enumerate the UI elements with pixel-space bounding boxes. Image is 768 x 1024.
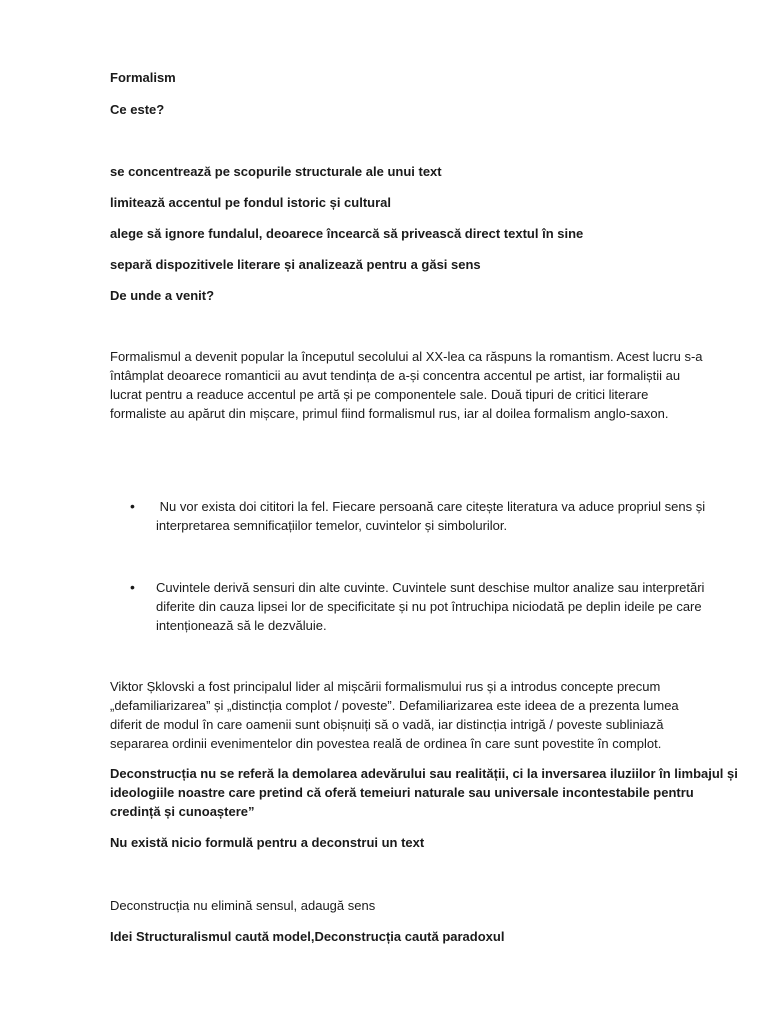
origin-line: întâmplat deoarece romanticii au avut tendința de a-și concentra accentul pe artist, iar formaliștii au <box>110 368 681 383</box>
bullet-line: interpretarea semnificațiilor temelor, cuvintelor și simbolurilor. <box>156 518 508 533</box>
section-heading-what: Ce este? <box>110 102 165 117</box>
decon-line: credință și cunoaștere” <box>110 804 255 819</box>
deconstruction-quote <box>110 764 738 821</box>
point-ignore-background: alege să ignore fundalul, deoarece încearcă să privească direct textul în sine <box>110 226 584 241</box>
decon-line: ideologiile noastre care pretind că oferă temeiuri naturale sau universale incontestabile pentru <box>110 785 694 800</box>
bullet-line: Nu vor exista doi cititori la fel. Fiecare persoană care citește literatura va aduce propriul sens și <box>156 499 706 514</box>
origin-line: lucrat pentru a readuce accentul pe artă și pe componentele sale. Două tipuri de critici literare <box>110 387 649 402</box>
document-title: Formalism <box>110 70 176 85</box>
viktor-line: Viktor Șklovski a fost principalul lider al mișcării formalismului rus și a introdus concepte precum <box>110 679 661 694</box>
structuralism-line: Idei Structuralismul caută model,Deconstrucția caută paradoxul <box>110 929 505 944</box>
bullet-icon: • <box>130 498 135 514</box>
point-historical: limitează accentul pe fondul istoric și cultural <box>110 195 392 210</box>
no-formula-line: Nu există nicio formulă pentru a deconstrui un text <box>110 835 425 850</box>
section-heading-origin: De unde a venit? <box>110 288 215 303</box>
viktor-line: diferit de modul în care oamenii sunt obișnuiți să o vadă, iar distincția intrigă / poveste subliniază <box>110 717 664 732</box>
viktor-line: separarea ordinii evenimentelor din povestea reală de ordinea în care sunt povestite în complot. <box>110 736 662 751</box>
origin-paragraph <box>110 347 710 423</box>
bullet-line: diferite din cauza lipsei lor de specificitate și nu pot întruchipa niciodată pe deplin ideile pe care <box>156 599 702 614</box>
bullet-icon: • <box>130 579 135 595</box>
origin-line: formaliste au apărut din mișcare, primul fiind formalismul rus, iar al doilea formalism anglo-saxon. <box>110 406 669 421</box>
bullet-line: Cuvintele derivă sensuri din alte cuvinte. Cuvintele sunt deschise multor analize sau interpretări <box>156 580 705 595</box>
bullet-line: intenționează să le dezvăluie. <box>156 618 327 633</box>
viktor-paragraph <box>110 677 710 753</box>
bullet-text <box>156 578 710 635</box>
origin-line: Formalismul a devenit popular la începutul secolului al XX-lea ca răspuns la romantism. Acest lucru s-a <box>110 349 703 364</box>
decon-sense-line: Deconstrucția nu elimină sensul, adaugă sens <box>110 898 376 913</box>
point-structural: se concentrează pe scopurile structurale ale unui text <box>110 164 442 179</box>
bullet-text <box>156 497 710 535</box>
decon-line: Deconstrucția nu se referă la demolarea adevărului sau realității, ci la inversarea iluziilor în limbajul și <box>110 766 738 781</box>
viktor-line: „defamiliarizarea” și „distincția complot / poveste”. Defamiliarizarea este ideea de a prezenta lumea <box>110 698 679 713</box>
point-literary-devices: separă dispozitivele literare și analizează pentru a găsi sens <box>110 257 481 272</box>
